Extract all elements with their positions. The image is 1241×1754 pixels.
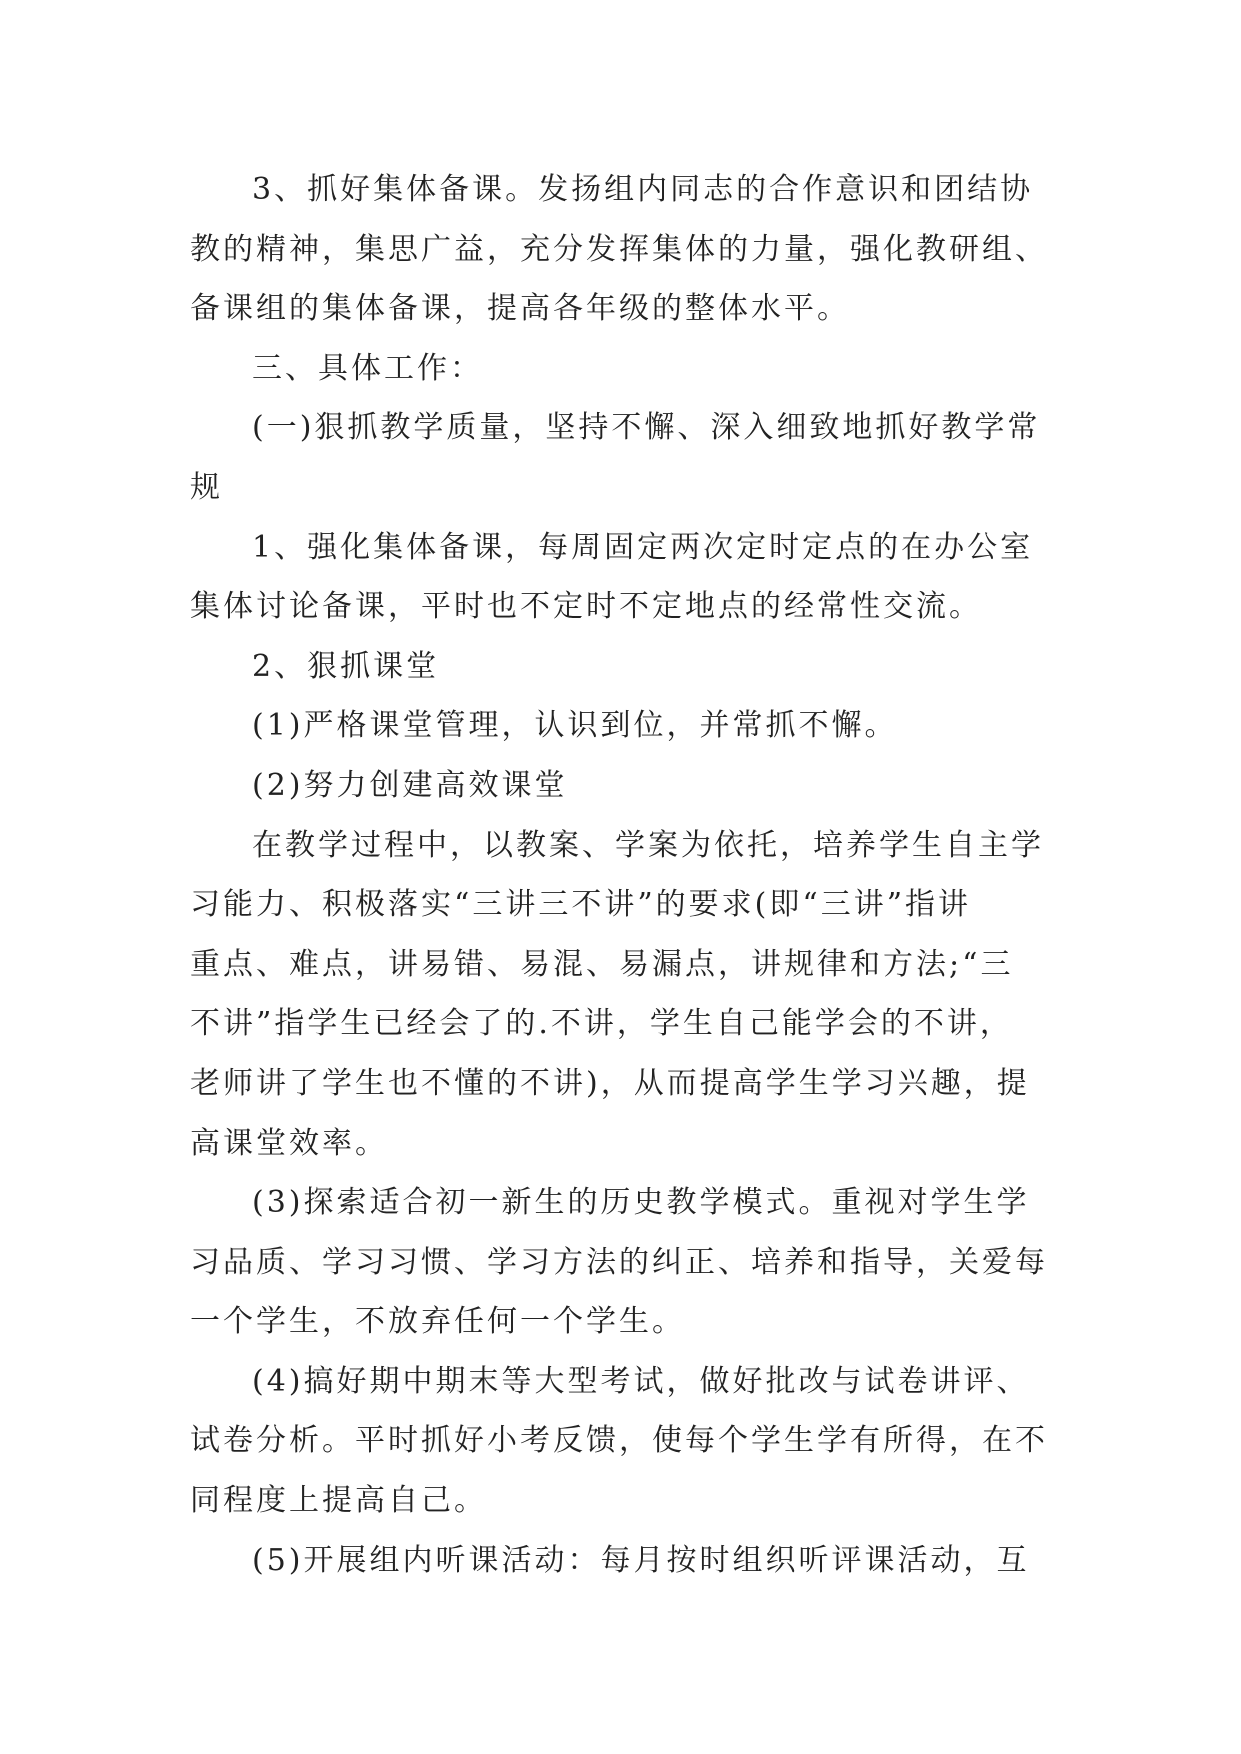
text-line: 重点、难点，讲易错、易混、易漏点，讲规律和方法;“三 xyxy=(190,946,1014,982)
item-heading: 2、狠抓课堂 xyxy=(252,648,440,684)
subsection-heading: (一)狠抓教学质量，坚持不懈、深入细致地抓好教学常 xyxy=(252,410,1041,446)
text-line: 同程度上提高自己。 xyxy=(190,1483,487,1519)
text-line: 一个学生，不放弃任何一个学生。 xyxy=(190,1304,685,1340)
section-heading: 三、具体工作： xyxy=(252,350,483,386)
text-line: (1)严格课堂管理，认识到位，并常抓不懈。 xyxy=(252,708,898,744)
text-line: 习品质、学习习惯、学习方法的纠正、培养和指导，关爱每 xyxy=(190,1244,1048,1280)
text-line: 不讲”指学生已经会了的.不讲，学生自己能学会的不讲， xyxy=(190,1006,1013,1042)
document-body xyxy=(190,160,1070,1590)
text-line: 备课组的集体备课，提高各年级的整体水平。 xyxy=(190,291,850,327)
text-line: 高课堂效率。 xyxy=(190,1125,388,1161)
text-line: 1、强化集体备课，每周固定两次定时定点的在办公室 xyxy=(252,529,1034,565)
text-line: (2)努力创建高效课堂 xyxy=(252,767,568,803)
text-line: 教的精神，集思广益，充分发挥集体的力量，强化教研组、 xyxy=(190,231,1048,267)
text-line: 集体讨论备课，平时也不定时不定地点的经常性交流。 xyxy=(190,589,982,625)
text-line: 试卷分析。平时抓好小考反馈，使每个学生学有所得，在不 xyxy=(190,1423,1048,1459)
text-line: 3、抓好集体备课。发扬组内同志的合作意识和团结协 xyxy=(252,172,1034,207)
text-line: 习能力、积极落实“三讲三不讲”的要求(即“三讲”指讲 xyxy=(190,887,972,923)
text-line: (3)探索适合初一新生的历史教学模式。重视对学生学 xyxy=(252,1185,1030,1221)
text-line: 老师讲了学生也不懂的不讲)，从而提高学生学习兴趣，提 xyxy=(190,1065,1030,1101)
text-line: (4)搞好期中期末等大型考试，做好批改与试卷讲评、 xyxy=(252,1363,1030,1399)
text-line: 在教学过程中，以教案、学案为依托，培养学生自主学 xyxy=(252,827,1044,863)
subsection-heading-continued: 规 xyxy=(190,469,223,505)
text-line: (5)开展组内听课活动：每月按时组织听评课活动，互 xyxy=(252,1542,1030,1578)
